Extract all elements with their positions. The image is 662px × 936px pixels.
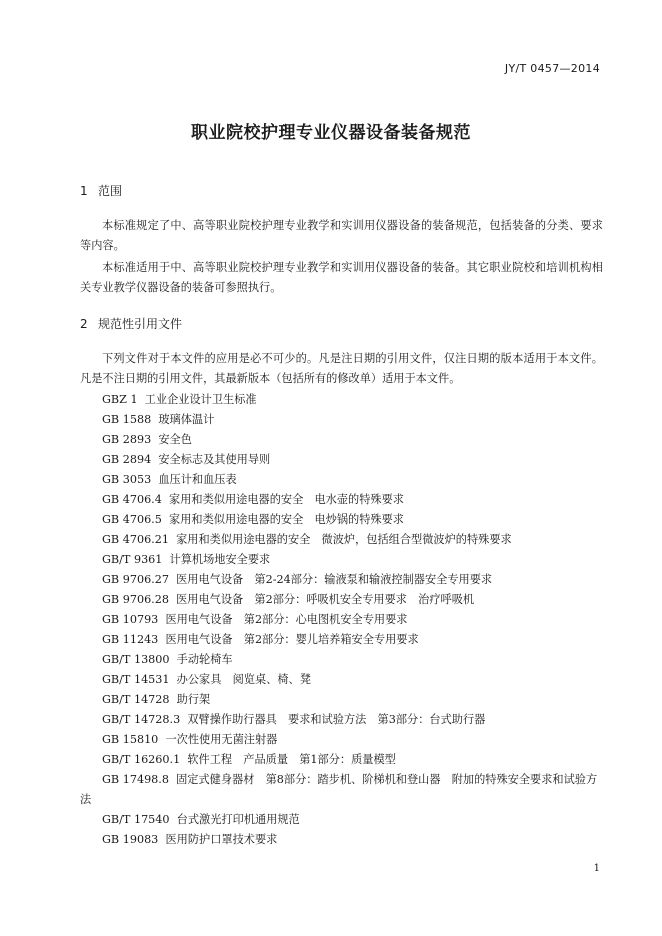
reference-title: 家用和类似用途电器的安全 微波炉，包括组合型微波炉的特殊要求 <box>176 533 512 546</box>
reference-item <box>80 810 603 830</box>
reference-item <box>80 830 603 850</box>
section-1-paragraph-2: 本标准适用于中、高等职业院校护理专业教学和实训用仪器设备的装备。其它职业院校和培训机构相关专业教学仪器设备的装备可参照执行。 <box>80 261 603 294</box>
reference-title: 玻璃体温计 <box>158 413 215 426</box>
reference-spacer <box>162 553 169 566</box>
reference-code: GB/T 17540 <box>102 813 170 826</box>
reference-title: 办公家具 阅览桌、椅、凳 <box>176 673 311 686</box>
reference-code: GB 9706.28 <box>102 593 169 606</box>
reference-title: 安全标志及其使用导则 <box>158 453 271 466</box>
reference-item <box>80 590 603 610</box>
reference-code: GB/T 13800 <box>102 653 170 666</box>
reference-spacer <box>170 673 177 686</box>
reference-item <box>80 670 603 690</box>
page-number: 1 <box>593 863 600 874</box>
section-2-heading <box>80 315 182 332</box>
reference-item <box>80 690 603 710</box>
reference-code: GB 1588 <box>102 413 152 426</box>
reference-spacer <box>170 813 177 826</box>
reference-item <box>80 570 603 590</box>
reference-item <box>80 430 603 450</box>
section-2-title: 规范性引用文件 <box>98 317 183 331</box>
section-2-number: 2 <box>80 317 88 331</box>
reference-item <box>80 770 603 810</box>
normative-references-list <box>80 390 603 850</box>
reference-code: GB/T 9361 <box>102 553 163 566</box>
reference-title: 固定式健身器材 第8部分：踏步机、阶梯机和登山器 附加的特殊安全要求和试验方法 <box>80 773 598 806</box>
reference-title: 血压计和血压表 <box>158 473 237 486</box>
reference-title: 软件工程 产品质量 第1部分：质量模型 <box>187 753 396 766</box>
section-1-paragraph-1: 本标准规定了中、高等职业院校护理专业教学和实训用仪器设备的装备规范，包括装备的分类、要求等内容。 <box>80 219 603 252</box>
section-2-paragraph-1: 下列文件对于本文件的应用是必不可少的。凡是注日期的引用文件，仅注日期的版本适用于本文件。凡是不注日期的引用文件，其最新版本（包括所有的修改单）适用于本文件。 <box>80 352 603 385</box>
reference-item <box>80 490 603 510</box>
reference-item <box>80 630 603 650</box>
reference-title: 医用电气设备 第2部分：心电图机安全专用要求 <box>165 613 408 626</box>
section-1-title: 范围 <box>98 184 123 198</box>
reference-code: GBZ 1 <box>102 393 138 406</box>
reference-code: GB 15810 <box>102 733 159 746</box>
reference-code: GB 4706.5 <box>102 513 162 526</box>
reference-item <box>80 530 603 550</box>
reference-title: 安全色 <box>158 433 192 446</box>
reference-code: GB/T 14728.3 <box>102 713 181 726</box>
reference-code: GB/T 14531 <box>102 673 170 686</box>
reference-spacer <box>170 653 177 666</box>
reference-code: GB 4706.4 <box>102 493 162 506</box>
reference-spacer <box>162 493 169 506</box>
reference-spacer <box>170 693 177 706</box>
section-1-number: 1 <box>80 184 88 198</box>
reference-item <box>80 410 603 430</box>
reference-spacer <box>138 393 145 406</box>
reference-item <box>80 550 603 570</box>
reference-title: 家用和类似用途电器的安全 电炒锅的特殊要求 <box>169 513 404 526</box>
reference-item <box>80 650 603 670</box>
reference-title: 医用电气设备 第2部分：呼吸机安全专用要求 治疗呼吸机 <box>176 593 475 606</box>
reference-title: 助行架 <box>176 693 211 706</box>
reference-item <box>80 710 603 730</box>
reference-title: 工业企业设计卫生标准 <box>144 393 257 406</box>
reference-code: GB 3053 <box>102 473 152 486</box>
reference-code: GB 19083 <box>102 833 159 846</box>
reference-title: 一次性使用无菌注射器 <box>165 733 278 746</box>
reference-code: GB/T 16260.1 <box>102 753 181 766</box>
reference-code: GB 9706.27 <box>102 573 169 586</box>
reference-title: 医用电气设备 第2-24部分：输液泵和输液控制器安全专用要求 <box>176 573 493 586</box>
document-title: 职业院校护理专业仪器设备装备规范 <box>191 123 471 143</box>
reference-item <box>80 450 603 470</box>
reference-title: 医用防护口罩技术要求 <box>165 833 278 846</box>
standard-code: JY/T 0457—2014 <box>504 62 600 75</box>
reference-item <box>80 390 603 410</box>
reference-item <box>80 610 603 630</box>
reference-code: GB/T 14728 <box>102 693 170 706</box>
reference-item <box>80 730 603 750</box>
reference-spacer <box>162 513 169 526</box>
reference-title: 手动轮椅车 <box>176 653 233 666</box>
reference-code: GB 17498.8 <box>102 773 169 786</box>
reference-title: 家用和类似用途电器的安全 电水壶的特殊要求 <box>169 493 404 506</box>
reference-title: 医用电气设备 第2部分：婴儿培养箱安全专用要求 <box>165 633 419 646</box>
reference-code: GB 2894 <box>102 453 152 466</box>
reference-code: GB 4706.21 <box>102 533 169 546</box>
reference-title: 台式激光打印机通用规范 <box>176 813 300 826</box>
reference-item <box>80 510 603 530</box>
reference-item <box>80 470 603 490</box>
reference-item <box>80 750 603 770</box>
section-1-heading <box>80 182 122 199</box>
reference-code: GB 2893 <box>102 433 152 446</box>
reference-title: 双臂操作助行器具 要求和试验方法 第3部分：台式助行器 <box>187 713 486 726</box>
reference-title: 计算机场地安全要求 <box>169 553 271 566</box>
reference-code: GB 11243 <box>102 633 159 646</box>
reference-code: GB 10793 <box>102 613 159 626</box>
